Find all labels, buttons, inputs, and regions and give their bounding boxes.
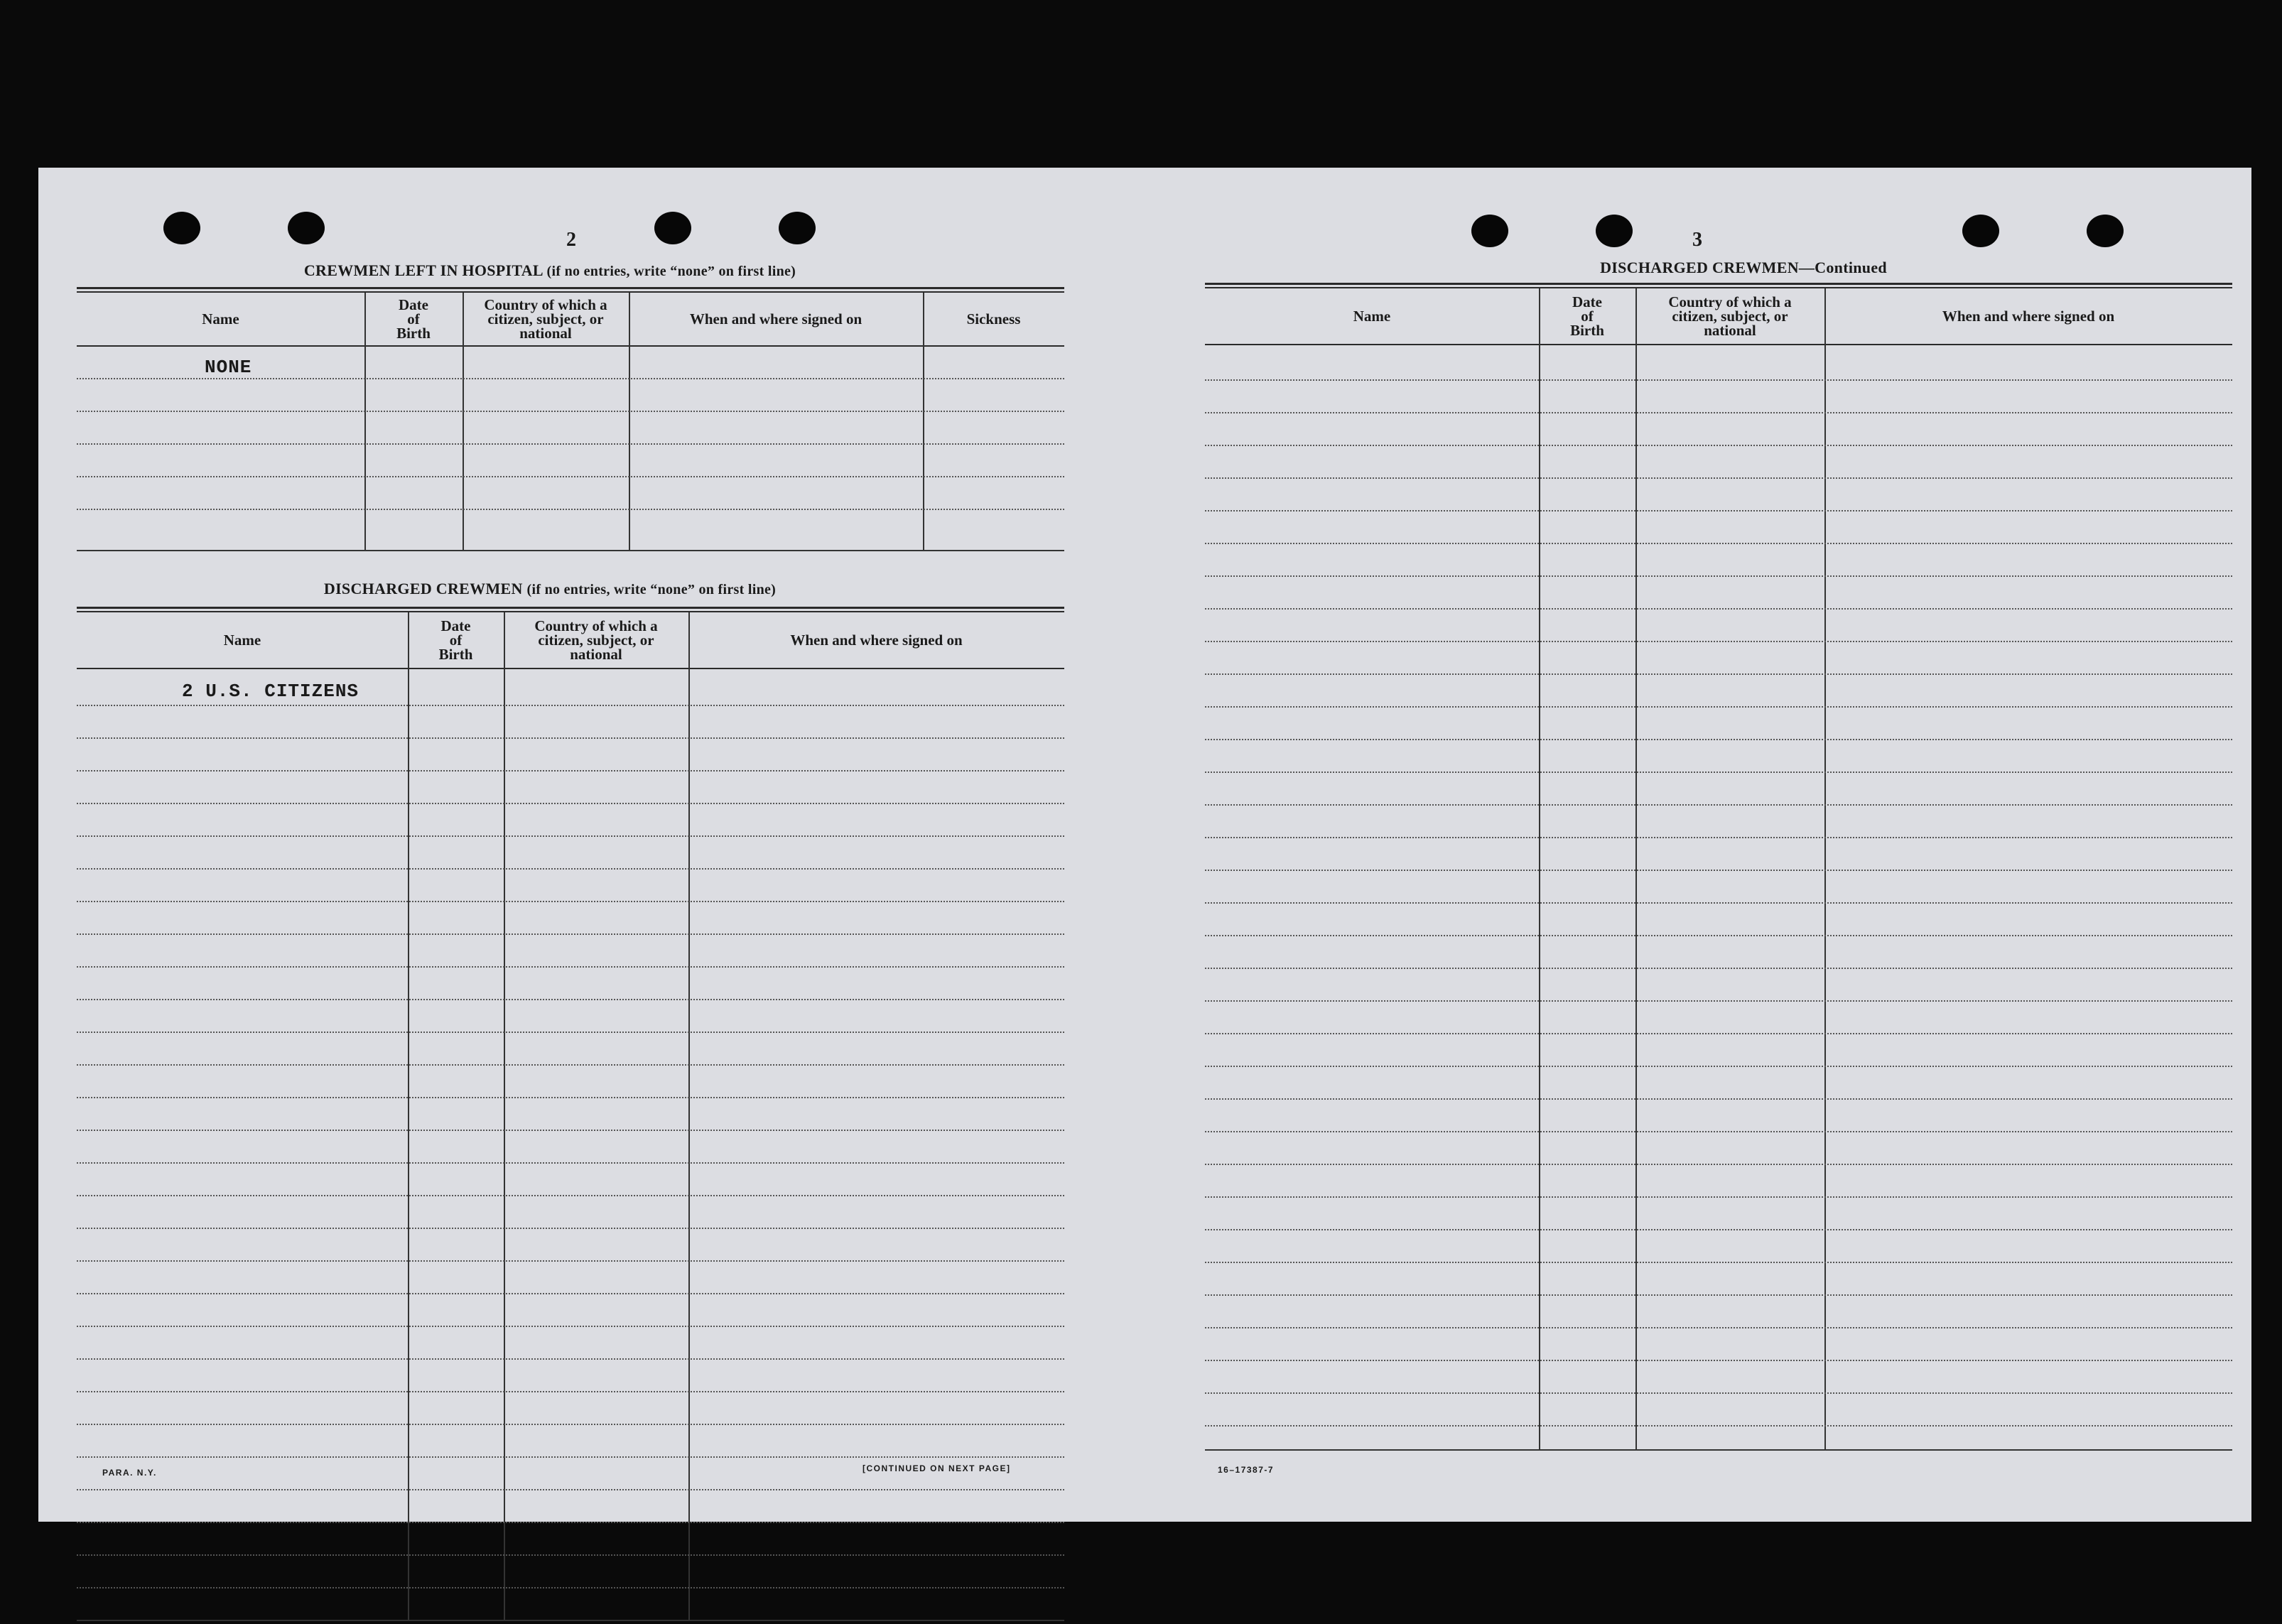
table-row [77,1130,1064,1131]
continued-section-title: DISCHARGED CREWMEN—Continued [1600,259,1887,276]
table-row [77,476,1064,477]
table-row [77,1424,1064,1425]
table-row [77,1162,1064,1164]
column-divider [629,293,630,550]
table-row [77,509,1064,510]
hospital-title-text: CREWMEN LEFT IN HOSPITAL [303,261,543,279]
column-divider [408,612,409,1620]
table-row [77,443,1064,445]
table-row [1205,1392,2232,1394]
column-header-country: Country of which a citizen, subject, or national [534,617,658,663]
column-header-name: Name [1353,308,1391,325]
table-row [77,803,1064,804]
column-divider [1824,288,1826,1449]
column-header-date-of-birth: Date of Birth [396,296,431,342]
page-number-right: 3 [1692,229,1702,251]
table-row [77,966,1064,968]
table-row [1205,543,2232,544]
table-row [1205,1033,2232,1034]
discharged-title-text: DISCHARGED CREWMEN [323,580,523,597]
table-row [77,901,1064,902]
printer-mark: PARA. N.Y. [102,1468,157,1478]
continued-note: [CONTINUED ON NEXT PAGE] [862,1463,1011,1473]
table-row [77,1522,1064,1523]
table-row [1205,1360,2232,1361]
column-divider [1539,288,1540,1449]
column-header-name: Name [223,632,261,649]
table-row [77,1293,1064,1294]
table-bottom-rule [1205,1449,2232,1451]
table-row [77,835,1064,837]
table-row [1205,837,2232,838]
table-row [77,770,1064,772]
table-row [77,1260,1064,1262]
table-row [77,1195,1064,1196]
header-rule [77,668,1064,669]
column-header-country: Country of which a citizen, subject, or national [484,296,607,342]
table-row [77,737,1064,739]
document-sheet [38,168,2251,1522]
table-row [1205,641,2232,642]
column-header-when-where: When and where signed on [1942,308,2115,325]
table-row [1205,673,2232,675]
table-row [1205,1000,2232,1002]
table-row [1205,608,2232,610]
table-row [1205,445,2232,446]
table-row [1205,1327,2232,1328]
table-row [77,1097,1064,1098]
table-row [1205,1066,2232,1067]
table-row [1205,706,2232,708]
table-row [1205,510,2232,511]
punch-hole [2087,215,2124,247]
table-row [77,1391,1064,1392]
header-rule [77,345,1064,347]
table-row [77,411,1064,412]
hospital-section-title [74,261,1026,280]
column-divider [1635,288,1637,1449]
header-rule [1205,344,2232,345]
table-row [1205,1294,2232,1296]
punch-hole [654,212,691,244]
table-top-rule [1205,283,2232,288]
table-row [77,1554,1064,1556]
column-header-date-of-birth: Date of Birth [1570,293,1604,339]
table-row [77,1489,1064,1490]
table-row [1205,379,2232,381]
punch-hole [1962,215,1999,247]
table-row [1205,477,2232,479]
table-row [1205,772,2232,773]
table-row [77,378,1064,379]
continued-table [1205,283,2232,1624]
table-row [77,933,1064,935]
table-row [77,1032,1064,1033]
table-top-rule [77,607,1064,612]
table-row [1205,1164,2232,1165]
table-row [77,1587,1064,1588]
table-row [1205,804,2232,806]
table-row [77,1064,1064,1066]
table-row [1205,1262,2232,1263]
hospital-table [77,287,1064,551]
table-row [77,1358,1064,1360]
punch-hole [163,212,200,244]
table-row [1205,1098,2232,1100]
table-row [1205,1196,2232,1198]
column-divider [463,293,464,550]
table-bottom-rule [77,1620,1064,1621]
discharged-section-title [74,580,1026,598]
column-divider [364,293,366,550]
column-header-sickness: Sickness [966,310,1021,327]
column-divider [923,293,924,550]
table-row [1205,1229,2232,1230]
table-row [1205,412,2232,413]
punch-hole [1596,215,1633,247]
punch-hole [288,212,325,244]
column-header-country: Country of which a citizen, subject, or national [1668,293,1792,339]
table-row [1205,1425,2232,1427]
discharged-entry-name: 2 U.S. CITIZENS [182,681,359,702]
form-number: 16–17387-7 [1218,1465,1275,1475]
hospital-instruction-text: (if no entries, write “none” on first line) [546,264,796,279]
discharged-instruction-text: (if no entries, write “none” on first line) [526,582,777,597]
column-divider [688,612,690,1620]
column-header-when-where: When and where signed on [790,632,963,649]
table-row [1205,935,2232,936]
column-header-when-where: When and where signed on [689,310,862,327]
column-header-name: Name [202,310,239,327]
table-row [1205,968,2232,969]
column-divider [504,612,505,1620]
table-top-rule [77,287,1064,293]
table-row [1205,575,2232,577]
table-row [77,868,1064,870]
table-row [77,1326,1064,1327]
hospital-entry-name: NONE [205,357,252,378]
table-row [1205,1131,2232,1132]
table-row [77,1228,1064,1229]
table-row [1205,902,2232,904]
table-bottom-rule [77,550,1064,551]
punch-hole [779,212,816,244]
page-number-left: 2 [566,229,576,251]
table-row [77,999,1064,1000]
punch-hole [1471,215,1508,247]
table-row [1205,739,2232,740]
table-row [77,705,1064,706]
column-header-date-of-birth: Date of Birth [438,617,473,663]
table-row [1205,870,2232,871]
table-row [77,1456,1064,1458]
